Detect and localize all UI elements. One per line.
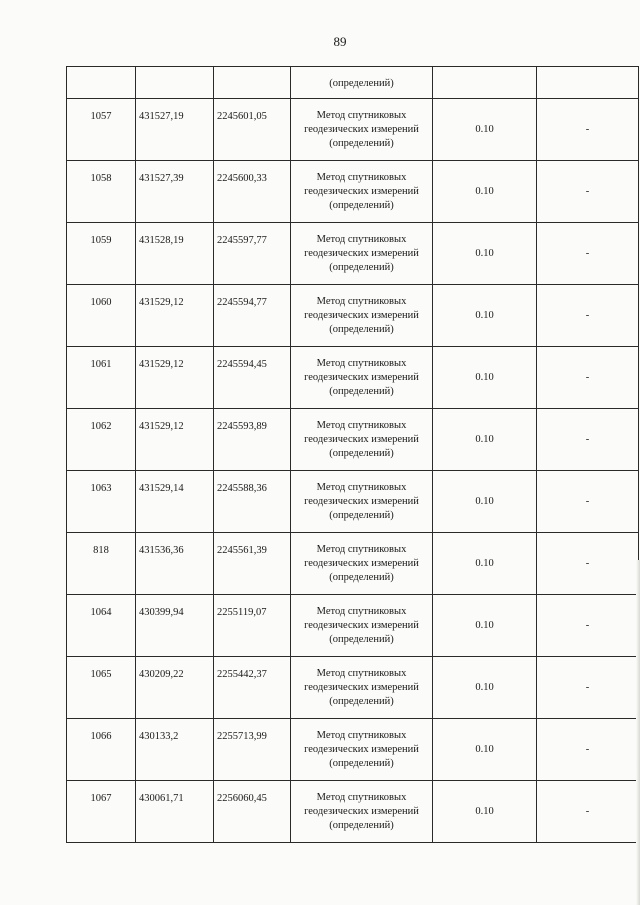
description-dash: - bbox=[585, 372, 590, 383]
y-coordinate: 2256060,45 bbox=[217, 793, 267, 804]
description-cell bbox=[537, 781, 639, 843]
description-dash: - bbox=[585, 558, 590, 569]
x-coordinate: 431529,12 bbox=[139, 297, 184, 308]
method-line-2: геодезических измерений bbox=[304, 433, 419, 445]
accuracy-cell bbox=[433, 781, 537, 843]
method-line-2: геодезических измерений bbox=[304, 247, 419, 259]
accuracy-value: 0.10 bbox=[475, 744, 494, 755]
accuracy-cell bbox=[433, 347, 537, 409]
accuracy-value: 0.10 bbox=[475, 186, 494, 197]
method-cell bbox=[291, 409, 433, 471]
description-cell bbox=[537, 409, 639, 471]
y-coordinate-cell bbox=[214, 595, 291, 657]
x-coordinate: 431529,12 bbox=[139, 421, 184, 432]
method-line-2: геодезических измерений bbox=[304, 123, 419, 135]
method-line-1: Метод спутниковых bbox=[316, 667, 407, 679]
x-coordinate: 430399,94 bbox=[139, 607, 184, 618]
y-coordinate: 2245594,77 bbox=[217, 297, 267, 308]
x-coordinate: 430133,2 bbox=[139, 731, 179, 742]
y-coordinate-cell bbox=[214, 67, 291, 99]
method-line-3: (определений) bbox=[329, 757, 394, 769]
description-cell bbox=[537, 595, 639, 657]
table-row-continued bbox=[67, 67, 639, 99]
y-coordinate: 2245601,05 bbox=[217, 111, 267, 122]
method-cell bbox=[291, 347, 433, 409]
accuracy-cell bbox=[433, 471, 537, 533]
point-number: 1060 bbox=[90, 297, 112, 308]
accuracy-cell bbox=[433, 67, 537, 99]
table-row bbox=[67, 347, 639, 409]
method-cell bbox=[291, 67, 433, 99]
point-number-cell bbox=[67, 285, 136, 347]
method-cell bbox=[291, 99, 433, 161]
method-line-1: Метод спутниковых bbox=[316, 481, 407, 493]
point-number: 1061 bbox=[90, 359, 112, 370]
point-number-cell bbox=[67, 347, 136, 409]
point-number-cell bbox=[67, 67, 136, 99]
method-cell bbox=[291, 719, 433, 781]
point-number-cell bbox=[67, 223, 136, 285]
method-line-2: геодезических измерений bbox=[304, 681, 419, 693]
method-line-3: (определений) bbox=[329, 261, 394, 273]
method-line-3: (определений) bbox=[329, 571, 394, 583]
y-coordinate: 2245561,39 bbox=[217, 545, 267, 556]
method-line-2: геодезических измерений bbox=[304, 495, 419, 507]
y-coordinate-cell bbox=[214, 471, 291, 533]
method-line-1: Метод спутниковых bbox=[316, 419, 407, 431]
description-dash: - bbox=[585, 806, 590, 817]
table-row bbox=[67, 595, 639, 657]
description-dash: - bbox=[585, 620, 590, 631]
y-coordinate-cell bbox=[214, 99, 291, 161]
method-cell bbox=[291, 471, 433, 533]
accuracy-cell bbox=[433, 533, 537, 595]
method-line-3: (определений) bbox=[329, 323, 394, 335]
description-dash: - bbox=[585, 682, 590, 693]
point-number-cell bbox=[67, 99, 136, 161]
x-coordinate: 431528,19 bbox=[139, 235, 184, 246]
x-coordinate: 431536,36 bbox=[139, 545, 184, 556]
point-number-cell bbox=[67, 471, 136, 533]
y-coordinate-cell bbox=[214, 657, 291, 719]
y-coordinate: 2255442,37 bbox=[217, 669, 267, 680]
description-cell bbox=[537, 99, 639, 161]
description-cell bbox=[537, 347, 639, 409]
method-line-1: Метод спутниковых bbox=[316, 295, 407, 307]
accuracy-value: 0.10 bbox=[475, 248, 494, 259]
table-row bbox=[67, 223, 639, 285]
accuracy-value: 0.10 bbox=[475, 620, 494, 631]
table-row bbox=[67, 719, 639, 781]
accuracy-cell bbox=[433, 99, 537, 161]
description-dash: - bbox=[585, 186, 590, 197]
y-coordinate-cell bbox=[214, 781, 291, 843]
point-number: 1067 bbox=[90, 793, 112, 804]
x-coordinate-cell bbox=[136, 285, 214, 347]
description-dash: - bbox=[585, 310, 590, 321]
point-number: 1059 bbox=[90, 235, 112, 246]
x-coordinate: 430209,22 bbox=[139, 669, 184, 680]
table-row bbox=[67, 781, 639, 843]
point-number: 1063 bbox=[90, 483, 112, 494]
y-coordinate-cell bbox=[214, 223, 291, 285]
x-coordinate-cell bbox=[136, 99, 214, 161]
y-coordinate: 2245597,77 bbox=[217, 235, 267, 246]
description-cell bbox=[537, 223, 639, 285]
accuracy-cell bbox=[433, 285, 537, 347]
description-cell bbox=[537, 161, 639, 223]
x-coordinate-cell bbox=[136, 67, 214, 99]
method-cell bbox=[291, 223, 433, 285]
y-coordinate-cell bbox=[214, 719, 291, 781]
method-cell bbox=[291, 595, 433, 657]
x-coordinate-cell bbox=[136, 719, 214, 781]
method-line-1: Метод спутниковых bbox=[316, 109, 407, 121]
y-coordinate: 2245593,89 bbox=[217, 421, 267, 432]
accuracy-cell bbox=[433, 161, 537, 223]
method-cell bbox=[291, 285, 433, 347]
method-continued-text: (определений) bbox=[329, 78, 394, 89]
point-number: 1066 bbox=[90, 731, 112, 742]
table-row bbox=[67, 161, 639, 223]
y-coordinate: 2245588,36 bbox=[217, 483, 267, 494]
method-line-2: геодезических измерений bbox=[304, 309, 419, 321]
method-line-1: Метод спутниковых bbox=[316, 791, 407, 803]
method-line-2: геодезических измерений bbox=[304, 619, 419, 631]
description-cell bbox=[537, 67, 639, 99]
x-coordinate-cell bbox=[136, 347, 214, 409]
method-line-3: (определений) bbox=[329, 819, 394, 831]
description-cell bbox=[537, 719, 639, 781]
accuracy-value: 0.10 bbox=[475, 806, 494, 817]
description-dash: - bbox=[585, 434, 590, 445]
point-number-cell bbox=[67, 595, 136, 657]
x-coordinate-cell bbox=[136, 409, 214, 471]
point-number-cell bbox=[67, 781, 136, 843]
method-line-2: геодезических измерений bbox=[304, 185, 419, 197]
accuracy-cell bbox=[433, 595, 537, 657]
table-row bbox=[67, 409, 639, 471]
accuracy-value: 0.10 bbox=[475, 310, 494, 321]
point-number: 1065 bbox=[90, 669, 112, 680]
method-cell bbox=[291, 657, 433, 719]
point-number: 1057 bbox=[90, 111, 112, 122]
accuracy-value: 0.10 bbox=[475, 434, 494, 445]
point-number: 1062 bbox=[90, 421, 112, 432]
description-dash: - bbox=[585, 744, 590, 755]
accuracy-value: 0.10 bbox=[475, 558, 494, 569]
description-cell bbox=[537, 533, 639, 595]
coordinates-table bbox=[66, 66, 639, 843]
page-number: 89 bbox=[333, 34, 347, 49]
y-coordinate: 2245600,33 bbox=[217, 173, 267, 184]
method-line-2: геодезических измерений bbox=[304, 557, 419, 569]
accuracy-cell bbox=[433, 719, 537, 781]
accuracy-value: 0.10 bbox=[475, 124, 494, 135]
x-coordinate-cell bbox=[136, 595, 214, 657]
x-coordinate-cell bbox=[136, 471, 214, 533]
method-line-1: Метод спутниковых bbox=[316, 605, 407, 617]
table-row bbox=[67, 533, 639, 595]
x-coordinate: 430061,71 bbox=[139, 793, 184, 804]
x-coordinate: 431527,19 bbox=[139, 111, 184, 122]
accuracy-value: 0.10 bbox=[475, 372, 494, 383]
x-coordinate: 431529,14 bbox=[139, 483, 184, 494]
method-line-1: Метод спутниковых bbox=[316, 729, 407, 741]
method-line-1: Метод спутниковых bbox=[316, 543, 407, 555]
point-number: 818 bbox=[93, 545, 109, 556]
point-number-cell bbox=[67, 409, 136, 471]
method-cell bbox=[291, 161, 433, 223]
method-line-2: геодезических измерений bbox=[304, 805, 419, 817]
point-number-cell bbox=[67, 657, 136, 719]
method-line-3: (определений) bbox=[329, 447, 394, 459]
point-number-cell bbox=[67, 533, 136, 595]
method-line-3: (определений) bbox=[329, 695, 394, 707]
method-line-1: Метод спутниковых bbox=[316, 171, 407, 183]
method-line-3: (определений) bbox=[329, 633, 394, 645]
y-coordinate: 2255119,07 bbox=[217, 607, 267, 618]
accuracy-cell bbox=[433, 657, 537, 719]
method-cell bbox=[291, 533, 433, 595]
table-row bbox=[67, 471, 639, 533]
x-coordinate-cell bbox=[136, 223, 214, 285]
table-row bbox=[67, 657, 639, 719]
y-coordinate-cell bbox=[214, 285, 291, 347]
point-number-cell bbox=[67, 161, 136, 223]
y-coordinate-cell bbox=[214, 161, 291, 223]
method-line-3: (определений) bbox=[329, 385, 394, 397]
point-number: 1064 bbox=[90, 607, 112, 618]
method-cell bbox=[291, 781, 433, 843]
x-coordinate-cell bbox=[136, 161, 214, 223]
x-coordinate: 431529,12 bbox=[139, 359, 184, 370]
method-line-3: (определений) bbox=[329, 509, 394, 521]
y-coordinate-cell bbox=[214, 347, 291, 409]
x-coordinate-cell bbox=[136, 533, 214, 595]
description-dash: - bbox=[585, 248, 590, 259]
x-coordinate-cell bbox=[136, 781, 214, 843]
method-line-1: Метод спутниковых bbox=[316, 233, 407, 245]
method-line-1: Метод спутниковых bbox=[316, 357, 407, 369]
table-row bbox=[67, 99, 639, 161]
method-line-2: геодезических измерений bbox=[304, 743, 419, 755]
description-dash: - bbox=[585, 496, 590, 507]
description-cell bbox=[537, 657, 639, 719]
y-coordinate: 2255713,99 bbox=[217, 731, 267, 742]
description-cell bbox=[537, 285, 639, 347]
method-line-2: геодезических измерений bbox=[304, 371, 419, 383]
point-number-cell bbox=[67, 719, 136, 781]
scan-edge-shadow bbox=[636, 560, 640, 905]
y-coordinate-cell bbox=[214, 533, 291, 595]
y-coordinate-cell bbox=[214, 409, 291, 471]
point-number: 1058 bbox=[90, 173, 112, 184]
x-coordinate: 431527,39 bbox=[139, 173, 184, 184]
description-dash: - bbox=[585, 124, 590, 135]
table-row bbox=[67, 285, 639, 347]
accuracy-cell bbox=[433, 409, 537, 471]
accuracy-value: 0.10 bbox=[475, 496, 494, 507]
accuracy-value: 0.10 bbox=[475, 682, 494, 693]
accuracy-cell bbox=[433, 223, 537, 285]
method-line-3: (определений) bbox=[329, 199, 394, 211]
x-coordinate-cell bbox=[136, 657, 214, 719]
description-cell bbox=[537, 471, 639, 533]
method-line-3: (определений) bbox=[329, 137, 394, 149]
y-coordinate: 2245594,45 bbox=[217, 359, 267, 370]
